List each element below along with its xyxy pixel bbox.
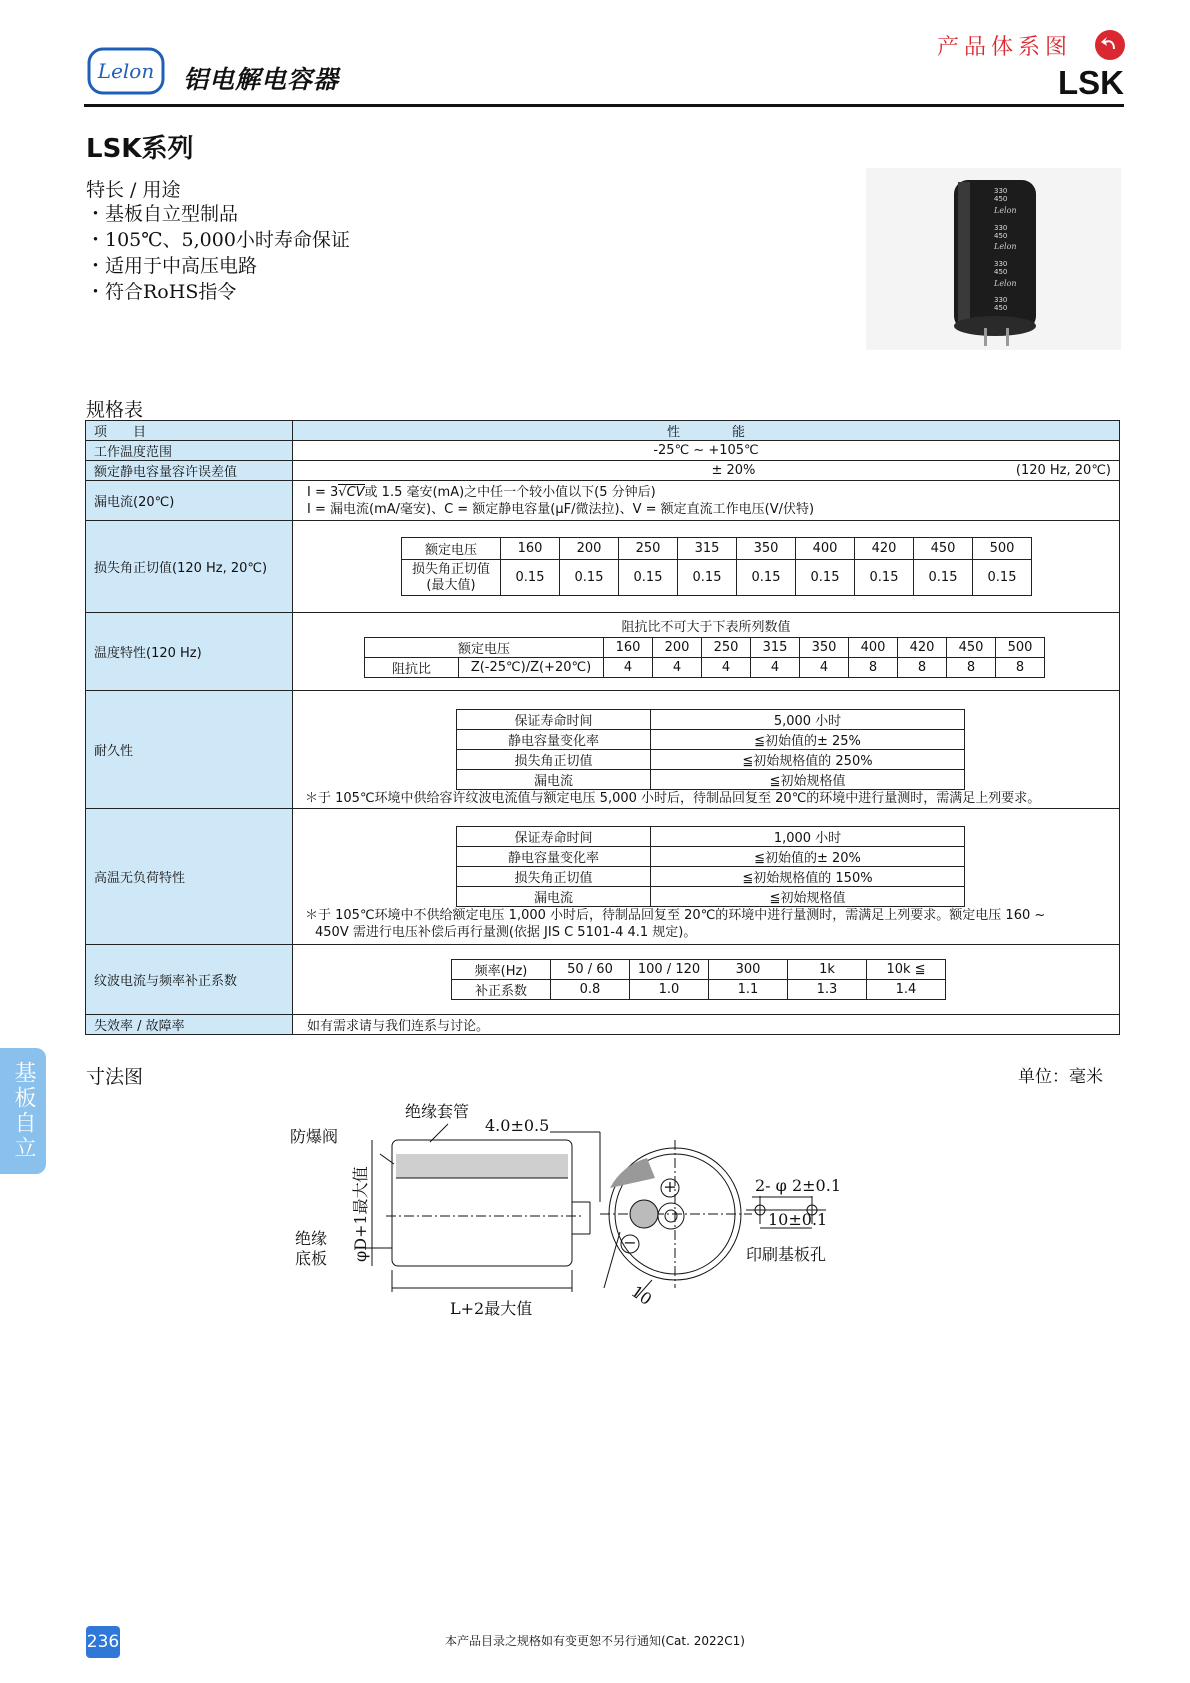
endurance-note: ＊于 105℃环境中供给容许纹波电流值与额定电压 5,000 小时后，待制品回复至 20℃的环境中进行量测时，需满足上列要求。 bbox=[305, 790, 1041, 806]
cap-tol-value: ± 20% bbox=[711, 463, 756, 478]
shelf-life-note: 450V 需进行电压补偿后再行量测(依据 JIS C 5101-4 4.1 规定)。 bbox=[315, 925, 697, 940]
header-item: 项 目 bbox=[86, 421, 293, 441]
features-list bbox=[86, 201, 350, 305]
unit-label: 单位：毫米 bbox=[1018, 1067, 1103, 1087]
ripple-table: 频率(Hz) 50 / 60 100 / 120 300 1k 10k ≦ 补正系数 0.8 1.0 1.1 1.3 1.4 bbox=[451, 959, 946, 1000]
leakage-formula: I = 3√CV或 1.5 毫安(mA)之中任一个较小值以下(5 分钟后) bbox=[307, 484, 656, 500]
endurance-label: 耐久性 bbox=[86, 691, 293, 809]
temp-char-table: 额定电压 160 200 250 315 350 400 420 450 500 阻抗比 Z(-25℃)/Z(+20℃) 4 4 4 4 4 8 8 8 8 bbox=[364, 637, 1045, 678]
ten-label: 10 bbox=[627, 1281, 656, 1309]
ripple-cell bbox=[293, 945, 1120, 1015]
svg-text:450: 450 bbox=[994, 268, 1008, 276]
op-temp-label: 工作温度范围 bbox=[86, 441, 293, 461]
svg-text:Lelon: Lelon bbox=[994, 206, 1017, 215]
sleeve-label: 绝缘套管 bbox=[405, 1102, 470, 1121]
tan-delta-row-label: 额定电压 bbox=[402, 538, 501, 560]
svg-text:450: 450 bbox=[994, 232, 1008, 240]
svg-text:330: 330 bbox=[994, 260, 1008, 268]
system-chart-link[interactable]: 产品体系图 bbox=[937, 35, 1073, 60]
leakage-cell bbox=[293, 481, 1120, 521]
svg-text:+: + bbox=[663, 1177, 677, 1196]
header-performance: 性 能 bbox=[293, 421, 1120, 441]
feature-item: ・符合RoHS指令 bbox=[86, 281, 237, 303]
diameter-label: φD+1最大值 bbox=[351, 1166, 370, 1262]
side-tab[interactable]: 基板自立 bbox=[0, 1048, 46, 1174]
dimension-drawing bbox=[290, 1092, 920, 1322]
back-arrow-icon[interactable] bbox=[1094, 29, 1126, 61]
shelf-life-cell bbox=[293, 809, 1120, 945]
spec-table bbox=[85, 420, 1120, 1035]
feature-item: ・基板自立型制品 bbox=[86, 203, 239, 225]
failure-rate-value: 如有需求请与我们连系与讨论。 bbox=[293, 1015, 1120, 1035]
temp-char-caption: 阻抗比不可大于下表所列数值 bbox=[621, 619, 791, 635]
svg-text:Lelon: Lelon bbox=[994, 279, 1017, 288]
holes-label: 2- φ 2±0.1 bbox=[755, 1176, 841, 1195]
shelf-life-note: ＊于 105℃环境中不供给额定电压 1,000 小时后，待制品回复至 20℃的环境中进行量测时，需满足上列要求。额定电压 160 ~ bbox=[305, 908, 1046, 923]
tan-delta-table: 额定电压 160 200 250 315 350 400 420 450 500 损失角正切值 (最大值) 0.15 0.15 0.15 0.15 0.15 0.15 0.15 0.15 0.15 bbox=[401, 537, 1032, 596]
svg-text:450: 450 bbox=[994, 195, 1008, 203]
ripple-label: 纹波电流与频率补正系数 bbox=[86, 945, 293, 1015]
pcb-holes-label: 印刷基板孔 bbox=[746, 1245, 827, 1264]
page-number: 236 bbox=[86, 1626, 120, 1658]
feature-item: ・105℃、5,000小时寿命保证 bbox=[86, 229, 350, 251]
insulation-label-2: 底板 bbox=[295, 1249, 328, 1268]
svg-text:Lelon: Lelon bbox=[97, 59, 155, 83]
leakage-definition: I = 漏电流(mA/毫安)、C = 额定静电容量(μF/微法拉)、V = 额定直流工作电压(V/伏特) bbox=[307, 501, 815, 517]
tan-delta-cell bbox=[293, 521, 1120, 613]
hole-pitch-label: 10±0.1 bbox=[768, 1210, 828, 1229]
temp-char-cell bbox=[293, 613, 1120, 691]
cap-tol-condition: (120 Hz, 20℃) bbox=[1015, 463, 1111, 478]
insulation-label-1: 绝缘 bbox=[295, 1229, 328, 1248]
svg-text:330: 330 bbox=[994, 224, 1008, 232]
endurance-table: 保证寿命时间 5,000 小时 静电容量变化率 ≦初始值的± 25% 损失角正切值 ≦初始规格值的 250% 漏电流 ≦初始规格值 bbox=[456, 709, 965, 790]
leakage-label: 漏电流(20℃) bbox=[86, 481, 293, 521]
header-rule bbox=[84, 104, 1124, 107]
feature-item: ・适用于中高压电路 bbox=[86, 255, 258, 277]
shelf-life-table: 保证寿命时间 1,000 小时 静电容量变化率 ≦初始值的± 20% 损失角正切值 ≦初始规格值的 150% 漏电流 ≦初始规格值 bbox=[456, 826, 965, 907]
failure-rate-label: 失效率 / 故障率 bbox=[86, 1015, 293, 1035]
capacitor-photo bbox=[866, 168, 1121, 350]
cap-tol-cell bbox=[293, 461, 1120, 481]
series-title: LSK系列 bbox=[86, 134, 194, 164]
series-code: LSK bbox=[1058, 64, 1124, 101]
shelf-life-label: 高温无负荷特性 bbox=[86, 809, 293, 945]
spec-table-heading: 规格表 bbox=[86, 399, 144, 421]
tan-delta-label: 损失角正切值(120 Hz, 20℃) bbox=[86, 521, 293, 613]
product-category: 铝电解电容器 bbox=[183, 65, 340, 94]
cap-tol-label: 额定静电容量容许误差值 bbox=[86, 461, 293, 481]
dimension-heading: 寸法图 bbox=[86, 1066, 144, 1088]
endurance-cell bbox=[293, 691, 1120, 809]
lelon-logo bbox=[87, 47, 165, 95]
footer-note: 本产品目录之规格如有变更恕不另行通知(Cat. 2022C1) bbox=[445, 1634, 745, 1648]
vent-label: 防爆阀 bbox=[290, 1127, 339, 1146]
svg-text:330: 330 bbox=[994, 187, 1008, 195]
length-label: L+2最大值 bbox=[450, 1299, 533, 1318]
op-temp-value: -25℃ ~ +105℃ bbox=[293, 441, 1120, 461]
tan-delta-row-label: 损失角正切值 (最大值) bbox=[402, 560, 501, 596]
svg-text:450: 450 bbox=[994, 304, 1008, 312]
lead-spacing-label: 4.0±0.5 bbox=[485, 1116, 550, 1135]
svg-text:330: 330 bbox=[994, 296, 1008, 304]
svg-text:−: − bbox=[623, 1233, 637, 1252]
features-heading: 特长 / 用途 bbox=[86, 179, 181, 201]
svg-text:Lelon: Lelon bbox=[994, 242, 1017, 251]
temp-char-label: 温度特性(120 Hz) bbox=[86, 613, 293, 691]
